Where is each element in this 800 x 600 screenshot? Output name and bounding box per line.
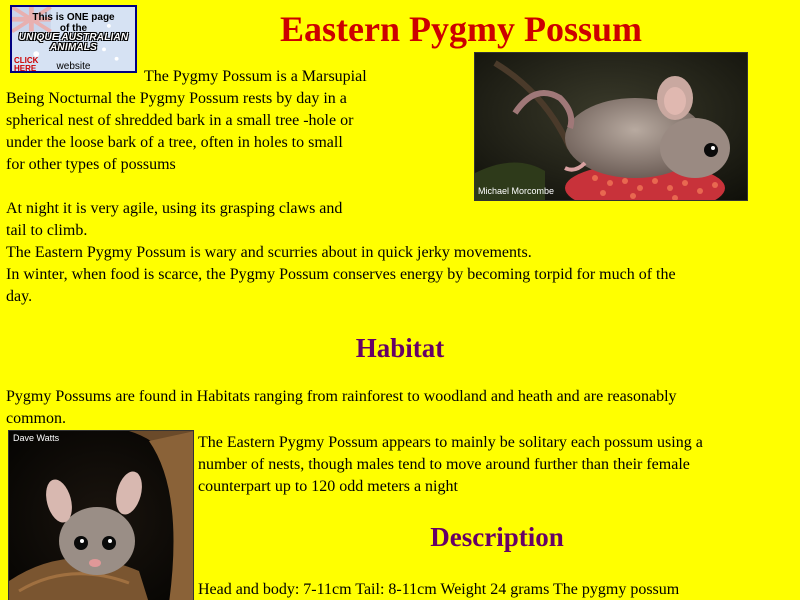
banner-line-2: of the (59, 23, 88, 34)
habitat-heading: Habitat (355, 333, 445, 363)
pygmy-possum-photo-log (8, 430, 194, 600)
winter-paragraph: In winter, when food is scarce, the Pygmy Possum conserves energy by becoming torpid for much of the day. (6, 266, 676, 305)
habitat-paragraph: Pygmy Possums are found in Habitats ranging from rainforest to woodland and heath and are reasonably common. (6, 388, 677, 427)
possum-on-flower-image (475, 53, 748, 201)
banner-line-1: This is ONE page (32, 12, 115, 23)
photo-credit: Michael Morcombe (478, 186, 555, 196)
photo-credit: Dave Watts (13, 433, 60, 443)
behaviour-paragraph: The Eastern Pygmy Possum is wary and scurries about in quick jerky movements. (6, 244, 532, 261)
unique-australian-animals-banner[interactable] (10, 5, 137, 73)
banner-line-4: website (56, 61, 91, 72)
description-heading: Description (430, 522, 564, 552)
solitary-paragraph: The Eastern Pygmy Possum appears to mainly be solitary each possum using a number of nests, though males tend to move around further than their female counterpart up to 120 odd meters a night (198, 434, 703, 495)
description-paragraph: Head and body: 7-11cm Tail: 8-11cm Weight 24 grams The pygmy possum (198, 581, 680, 598)
possum-in-log-image (9, 431, 194, 600)
click-here-label[interactable]: CLICK HERE (14, 56, 39, 73)
page-title: Eastern Pygmy Possum (280, 9, 642, 49)
pygmy-possum-photo-flower (474, 52, 748, 201)
banner-site-name: UNIQUE AUSTRALIAN ANIMALS (18, 32, 129, 53)
night-activity-paragraph: At night it is very agile, using its grasping claws and tail to climb. (6, 200, 343, 239)
intro-paragraph: The Pygmy Possum is a Marsupial Being Nocturnal the Pygmy Possum rests by day in a spherical nest of shredded bark in a small tree -hole or under the loose bark of a tree, often in holes to small for other types of possums (6, 68, 367, 173)
